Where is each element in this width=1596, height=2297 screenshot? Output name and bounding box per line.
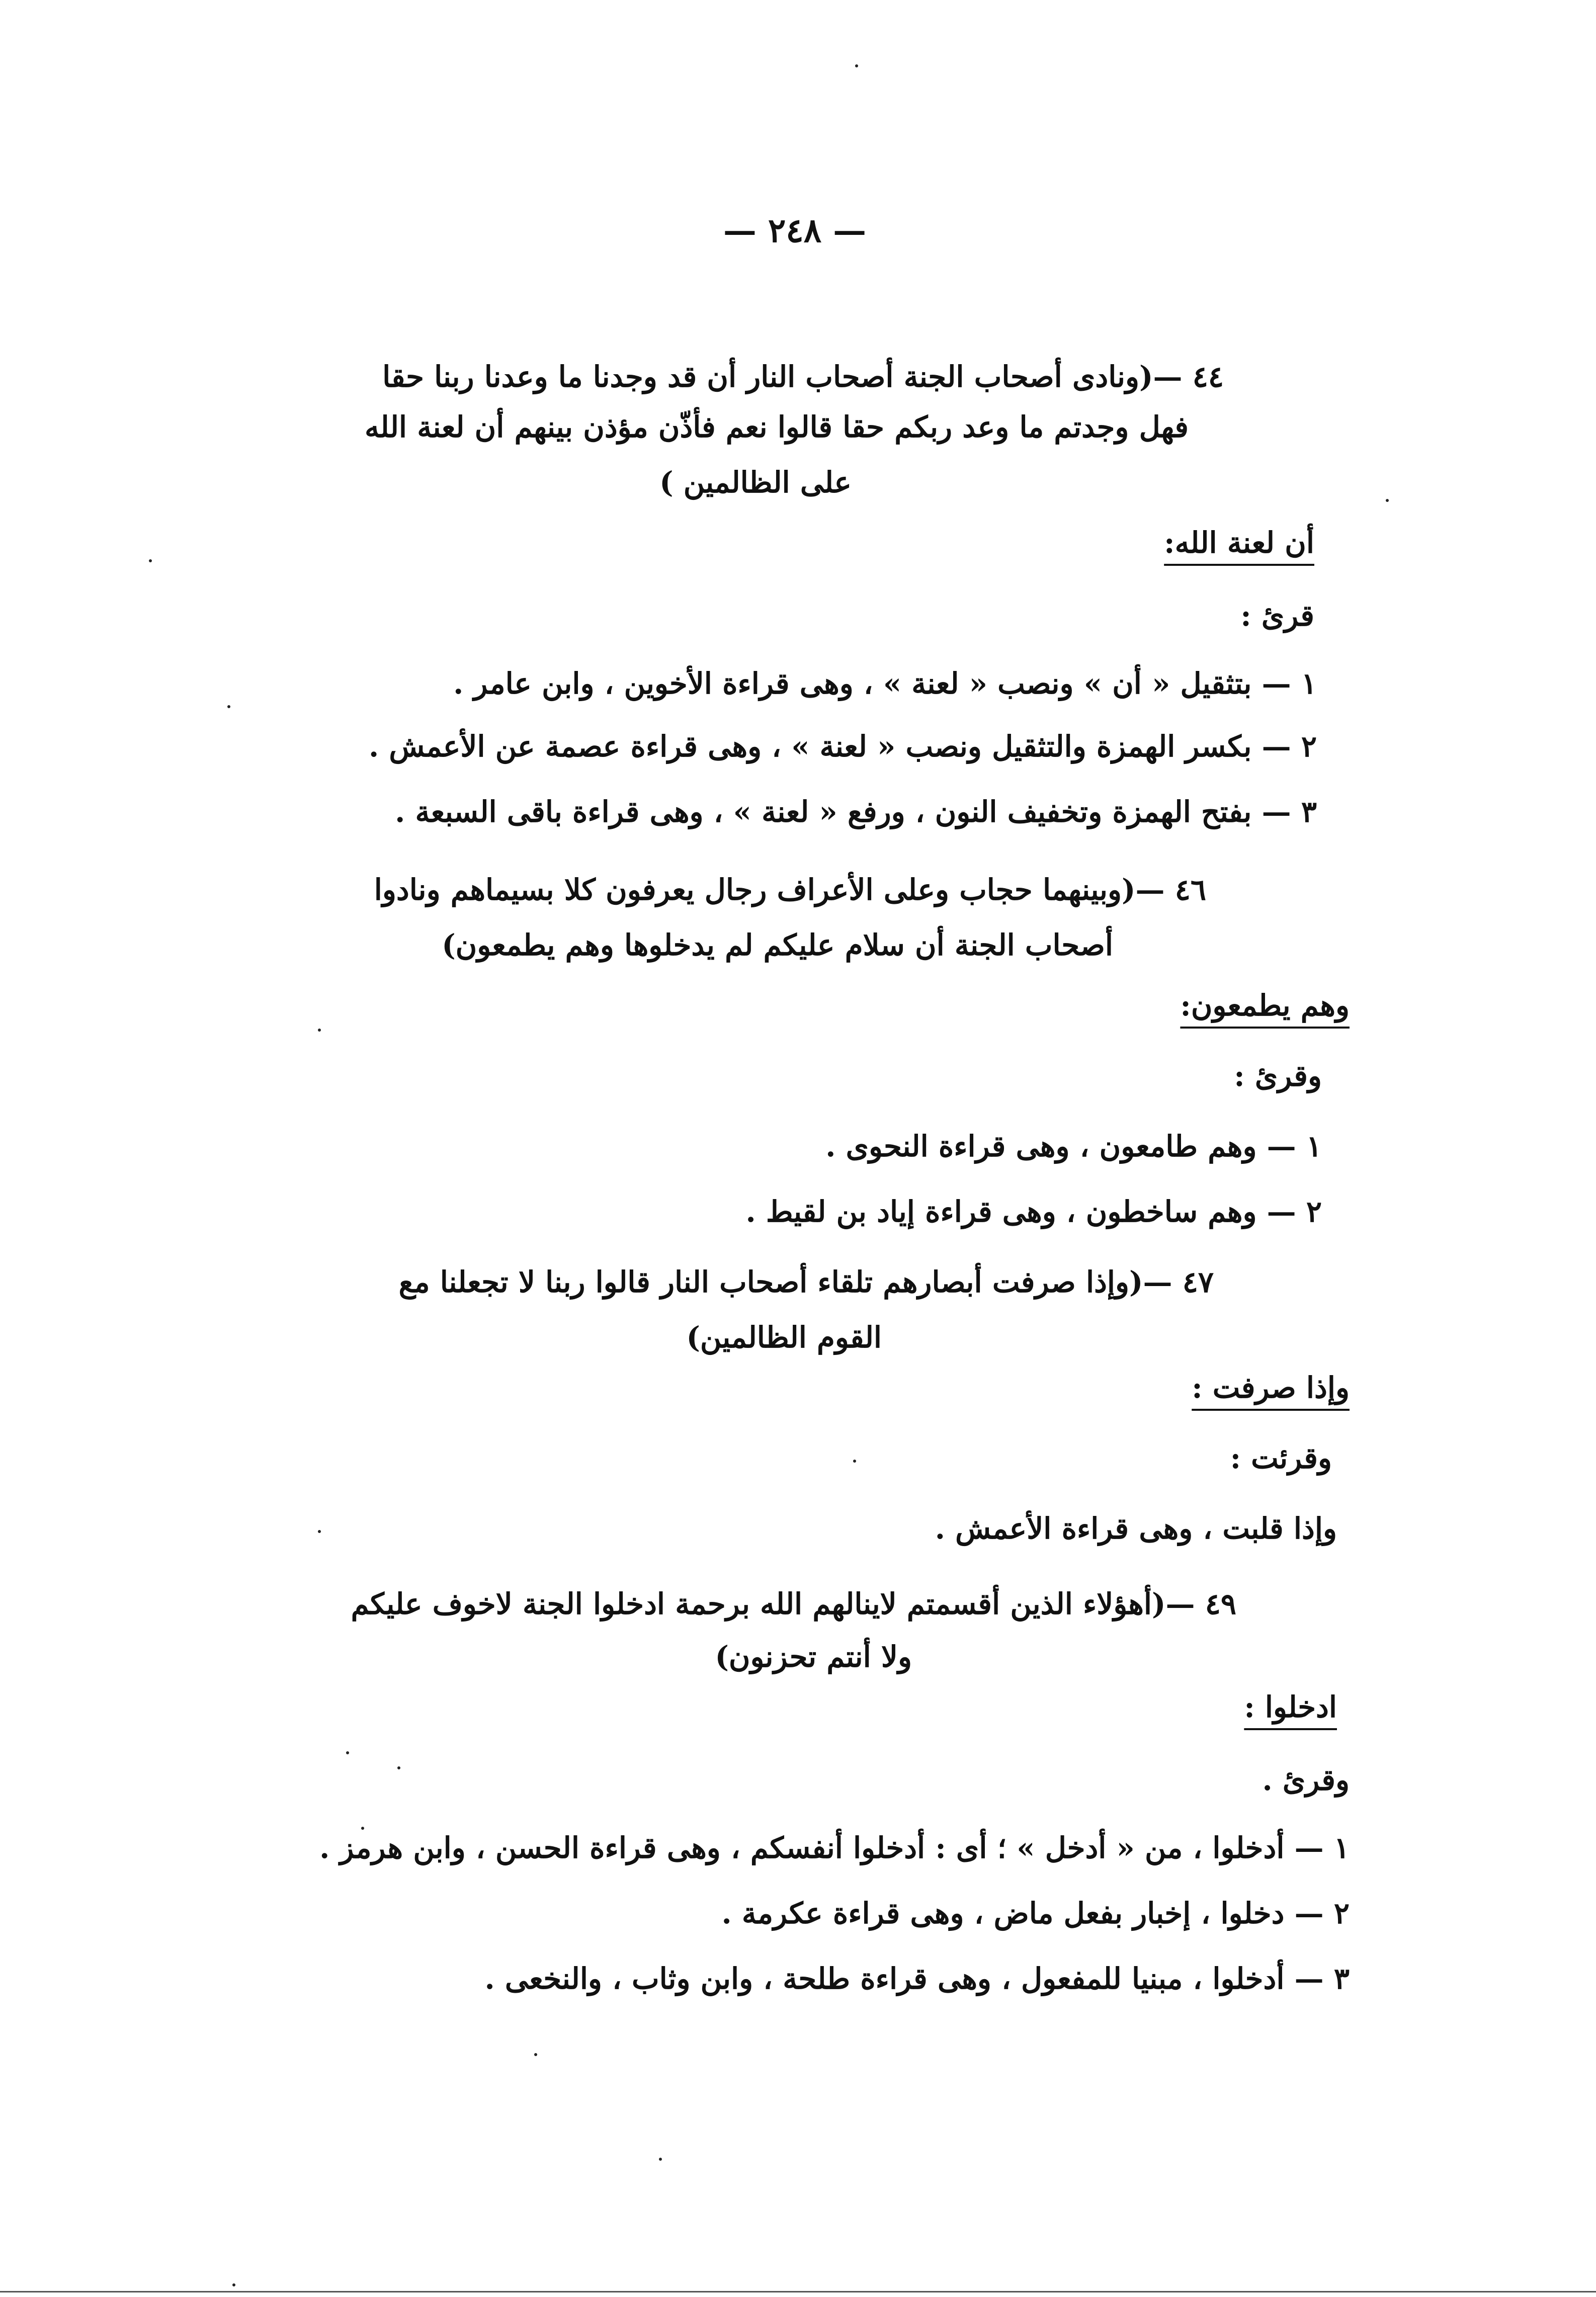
scan-speck <box>149 559 152 562</box>
scan-speck <box>318 1530 321 1533</box>
verse-line: ٤٧ —(وإذا صرفت أبصارهم تلقاء أصحاب النار قالوا ربنا لا تجعلنا مع <box>398 1265 1214 1299</box>
read-label: وقرئ . <box>1262 1763 1350 1797</box>
scan-speck <box>534 2053 537 2056</box>
reading-item: ٢ — وهم ساخطون ، وهى قراءة إياد بن لقيط . <box>745 1195 1322 1229</box>
scan-speck <box>361 1827 364 1830</box>
section-heading: أن لعنة الله: <box>1164 526 1314 560</box>
section-heading: وإذا صرفت : <box>1192 1371 1350 1405</box>
reading-item: ٢ — دخلوا ، إخبار بفعل ماض ، وهى قراءة عكرمة . <box>721 1896 1350 1930</box>
scan-speck <box>1386 499 1389 502</box>
verse-line: أصحاب الجنة أن سلام عليكم لم يدخلوها وهم يطمعون) <box>442 928 1113 962</box>
scan-speck <box>853 1460 856 1463</box>
reading-item: وإذا قلبت ، وهى قراءة الأعمش . <box>935 1511 1337 1546</box>
scan-speck <box>397 1766 400 1769</box>
read-label: وقرئ : <box>1234 1059 1322 1093</box>
verse-line: على الظالمين ) <box>659 465 852 499</box>
reading-item: ٣ — أدخلوا ، مبنيا للمفعول ، وهى قراءة طلحة ، وابن وثاب ، والنخعى . <box>484 1962 1350 1996</box>
section-heading: وهم يطمعون: <box>1180 988 1350 1023</box>
scan-speck <box>227 705 230 708</box>
verse-line: ٤٦ —(وبينهما حجاب وعلى الأعراف رجال يعرفون كلا بسيماهم ونادوا <box>374 873 1206 907</box>
reading-item: ٢ — بكسر الهمزة والتثقيل ونصب « لعنة » ، وهى قراءة عصمة عن الأعمش . <box>368 729 1317 763</box>
verse-line: ٤٩ —(أهؤلاء الذين أقسمتم لاينالهم الله برحمة ادخلوا الجنة لاخوف عليكم <box>351 1587 1236 1621</box>
verse-line: ٤٤ —(ونادى أصحاب الجنة أصحاب النار أن قد وجدنا ما وعدنا ربنا حقا <box>382 360 1224 394</box>
page-number: — ٢٤٨ — <box>723 211 867 250</box>
read-label: قرئ : <box>1240 599 1314 633</box>
reading-item: ١ — أدخلوا ، من « أدخل » ؛ أى : أدخلوا أنفسكم ، وهى قراءة الحسن ، وابن هرمز . <box>319 1831 1350 1865</box>
scan-speck <box>855 64 858 67</box>
verse-line: القوم الظالمين) <box>686 1320 882 1354</box>
reading-item: ١ — وهم طامعون ، وهى قراءة النحوى . <box>825 1129 1322 1163</box>
verse-line: ولا أنتم تحزنون) <box>715 1640 912 1674</box>
scan-speck <box>659 2158 662 2161</box>
verse-line: فهل وجدتم ما وعد ربكم حقا قالوا نعم فأذّن مؤذن بينهم أن لعنة الله <box>364 410 1189 444</box>
scan-speck <box>232 2283 235 2286</box>
scan-speck <box>318 1029 321 1032</box>
read-label: وقرئت : <box>1230 1441 1332 1475</box>
reading-item: ٣ — بفتح الهمزة وتخفيف النون ، ورفع « لعنة » ، وهى قراءة باقى السبعة . <box>395 795 1317 829</box>
section-heading: ادخلوا : <box>1244 1690 1337 1724</box>
reading-item: ١ — بتثقيل « أن » ونصب « لعنة » ، وهى قراءة الأخوين ، وابن عامر . <box>453 666 1317 701</box>
scan-bottom-edge <box>0 2291 1596 2292</box>
scan-speck <box>346 1751 349 1754</box>
